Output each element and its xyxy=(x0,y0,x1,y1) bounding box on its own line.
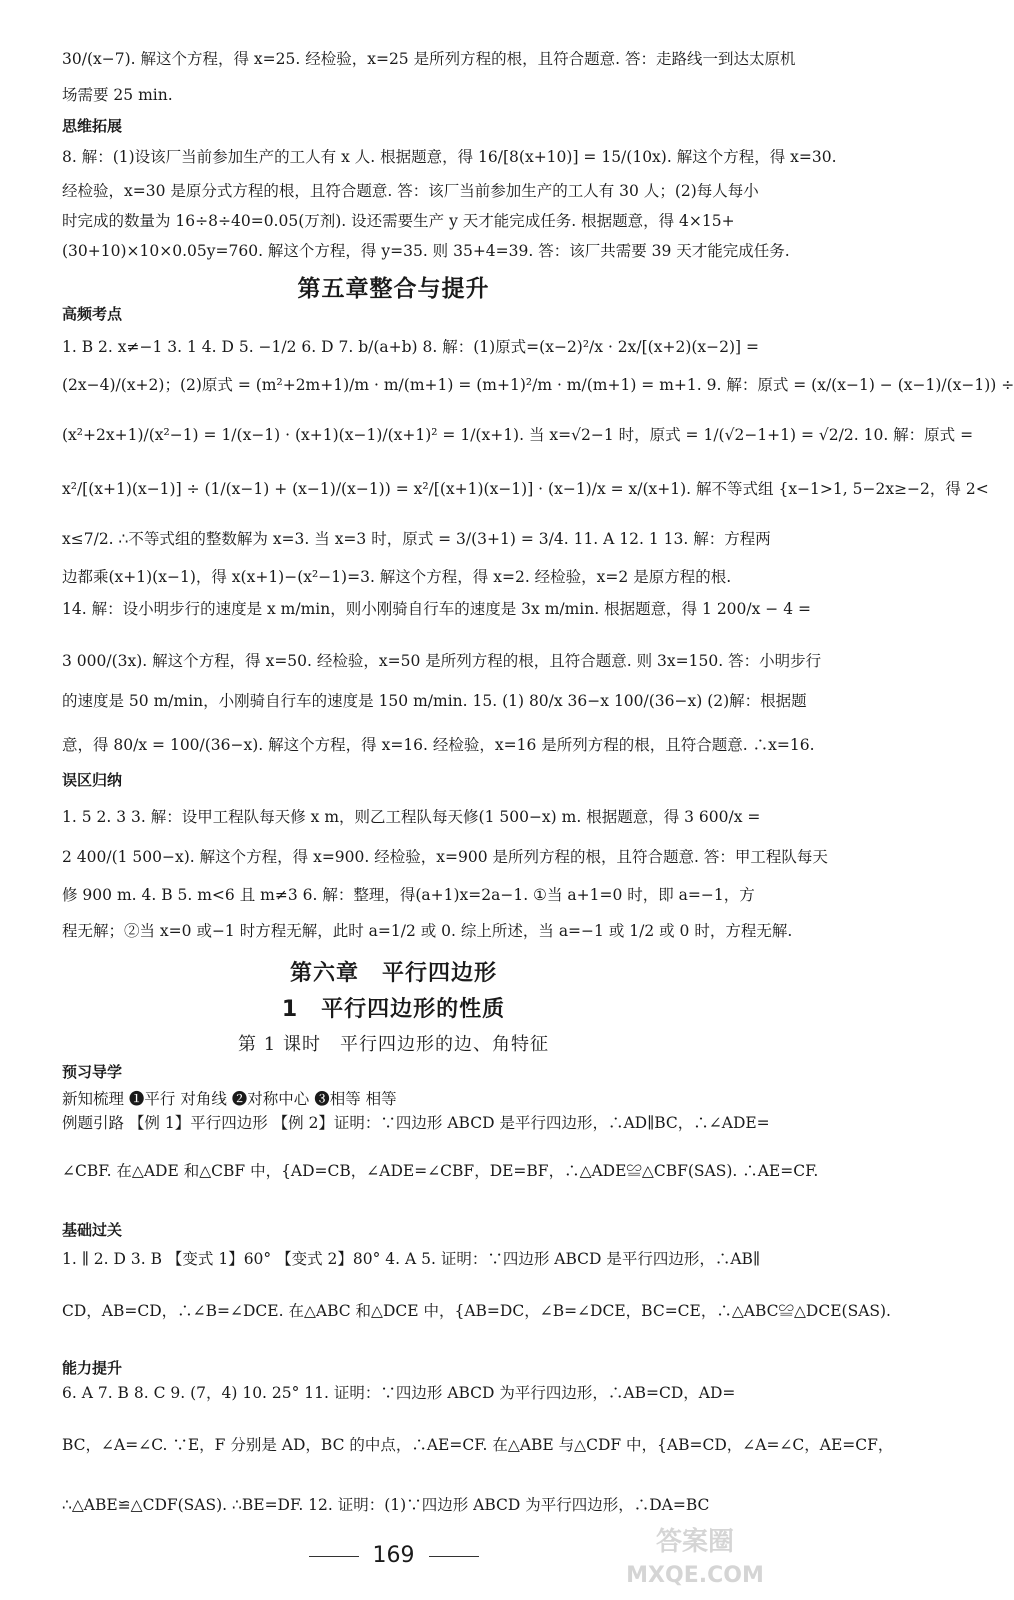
section-heading-thinking-extension: 思维拓展 xyxy=(62,117,123,135)
text-line: CD，AB=CD，∴∠B=∠DCE. 在△ABC 和△DCE 中，{AB=DC，∠B=∠DCE，BC=CE，∴△ABC≌△DCE(SAS). xyxy=(62,1302,891,1320)
footer-rule-left xyxy=(309,1556,359,1557)
svg-text:MXQE.COM: MXQE.COM xyxy=(626,1563,764,1588)
text-line: 例题引路 【例 1】平行四边形 【例 2】证明：∵四边形 ABCD 是平行四边形，∴AD∥BC，∴∠ADE= xyxy=(62,1114,770,1132)
text-line: 新知梳理 ❶平行 对角线 ❷对称中心 ❸相等 相等 xyxy=(62,1090,397,1108)
text-line: 14. 解：设小明步行的速度是 x m/min，则小刚骑自行车的速度是 3x m/min. 根据题意，得 1 200/x − 4 = xyxy=(62,600,811,618)
section-heading-ability: 能力提升 xyxy=(62,1359,123,1377)
section-heading-basic: 基础过关 xyxy=(62,1221,123,1239)
text-line: 8. 解：(1)设该厂当前参加生产的工人有 x 人. 根据题意，得 16/[8(x+10)] = 15/(10x). 解这个方程，得 x=30. xyxy=(62,148,837,166)
text-line: ∠CBF. 在△ADE 和△CBF 中，{AD=CB，∠ADE=∠CBF，DE=BF，∴△ADE≌△CBF(SAS). ∴AE=CF. xyxy=(62,1162,819,1180)
lesson-title: 1 平行四边形的性质 xyxy=(281,997,506,1022)
text-line: 场需要 25 min. xyxy=(62,86,173,104)
text-line: x≤7/2. ∴不等式组的整数解为 x=3. 当 x=3 时，原式 = 3/(3+1) = 3/4. 11. A 12. 1 13. 解：方程两 xyxy=(62,530,771,548)
text-line: 2 400/(1 500−x). 解这个方程，得 x=900. 经检验，x=900 是所列方程的根，且符合题意. 答：甲工程队每天 xyxy=(62,848,828,866)
watermark-logo xyxy=(610,1520,780,1592)
text-line: 1. ∥ 2. D 3. B 【变式 1】60° 【变式 2】80° 4. A 5. 证明：∵四边形 ABCD 是平行四边形，∴AB∥ xyxy=(62,1250,761,1268)
text-line: 1. B 2. x≠−1 3. 1 4. D 5. −1/2 6. D 7. b/(a+b) 8. 解：(1)原式=(x−2)²/x · 2x/[(x+2)(x−2)] = xyxy=(62,338,760,356)
chapter-5-title: 第五章整合与提升 xyxy=(297,276,490,302)
section-heading-high-frequency: 高频考点 xyxy=(62,305,123,323)
section-heading-mistake-summary: 误区归纳 xyxy=(62,771,123,789)
footer-rule-right xyxy=(429,1556,479,1557)
section-heading-preview: 预习导学 xyxy=(62,1063,123,1081)
text-line: 30/(x−7). 解这个方程，得 x=25. 经检验，x=25 是所列方程的根，且符合题意. 答：走路线一到达太原机 xyxy=(62,50,796,68)
text-line: (x²+2x+1)/(x²−1) = 1/(x−1) · (x+1)(x−1)/(x+1)² = 1/(x+1). 当 x=√2−1 时，原式 = 1/(√2−1+1) = √2/2. 10. 解：原式 = xyxy=(62,426,974,444)
text-line: 经检验，x=30 是原分式方程的根，且符合题意. 答：该厂当前参加生产的工人有 30 人；(2)每人每小 xyxy=(62,182,759,200)
page-number: 169 xyxy=(372,1543,415,1568)
text-line: 修 900 m. 4. B 5. m<6 且 m≠3 6. 解：整理，得(a+1)x=2a−1. ①当 a+1=0 时，即 a=−1，方 xyxy=(62,886,755,904)
svg-text:答案圈: 答案圈 xyxy=(655,1527,735,1557)
text-line: 程无解；②当 x=0 或−1 时方程无解，此时 a=1/2 或 0. 综上所述，当 a=−1 或 1/2 或 0 时，方程无解. xyxy=(62,922,793,940)
text-line: (30+10)×10×0.05y=760. 解这个方程，得 y=35. 则 35+4=39. 答：该厂共需要 39 天才能完成任务. xyxy=(62,242,790,260)
chapter-6-title: 第六章 平行四边形 xyxy=(289,961,497,986)
text-line: (2x−4)/(x+2)；(2)原式 = (m²+2m+1)/m · m/(m+1) = (m+1)²/m · m/(m+1) = m+1. 9. 解：原式 = (x/(x−1) − (x−1)/(x−1)) ÷ xyxy=(62,376,1014,394)
text-line: 时完成的数量为 16÷8÷40=0.05(万剂). 设还需要生产 y 天才能完成任务. 根据题意，得 4×15+ xyxy=(62,212,735,230)
text-line: ∴△ABE≌△CDF(SAS). ∴BE=DF. 12. 证明：(1)∵四边形 ABCD 为平行四边形，∴DA=BC xyxy=(62,1496,710,1514)
text-line: 1. 5 2. 3 3. 解：设甲工程队每天修 x m，则乙工程队每天修(1 500−x) m. 根据题意，得 3 600/x = xyxy=(62,808,761,826)
text-line: BC，∠A=∠C. ∵E，F 分别是 AD，BC 的中点，∴AE=CF. 在△ABE 与△CDF 中，{AB=CD，∠A=∠C，AE=CF， xyxy=(62,1436,894,1454)
lesson-subtitle: 第 1 课时 平行四边形的边、角特征 xyxy=(238,1034,549,1055)
text-line: 意，得 80/x = 100/(36−x). 解这个方程，得 x=16. 经检验，x=16 是所列方程的根，且符合题意. ∴x=16. xyxy=(62,736,815,754)
text-line: 6. A 7. B 8. C 9. (7，4) 10. 25° 11. 证明：∵四边形 ABCD 为平行四边形，∴AB=CD，AD= xyxy=(62,1384,736,1402)
text-line: x²/[(x+1)(x−1)] ÷ (1/(x−1) + (x−1)/(x−1)) = x²/[(x+1)(x−1)] · (x−1)/x = x/(x+1). 解不等式组 {x−1>1, 5−2x≥−2，得 2< xyxy=(62,480,989,498)
text-line: 边都乘(x+1)(x−1)，得 x(x+1)−(x²−1)=3. 解这个方程，得 x=2. 经检验，x=2 是原方程的根. xyxy=(62,568,732,586)
text-line: 的速度是 50 m/min，小刚骑自行车的速度是 150 m/min. 15. (1) 80/x 36−x 100/(36−x) (2)解：根据题 xyxy=(62,692,807,710)
text-line: 3 000/(3x). 解这个方程，得 x=50. 经检验，x=50 是所列方程的根，且符合题意. 则 3x=150. 答：小明步行 xyxy=(62,652,822,670)
